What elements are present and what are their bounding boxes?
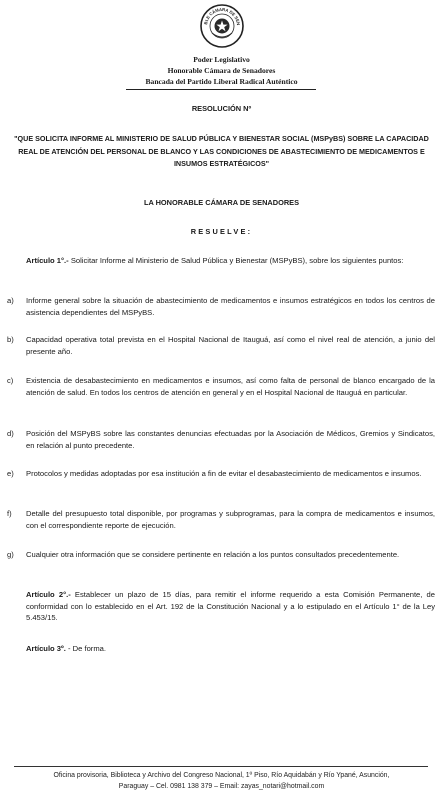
article-3-label: Artículo 3º. [26,644,66,653]
article-2-label: Artículo 2°.- [26,590,71,599]
item-text: Capacidad operativa total prevista en el Hospital Nacional de Itauguá, así como el nivel real de atención, a junio del presente año. [26,335,435,356]
item-letter: c) [7,376,14,385]
item-text: Detalle del presupuesto total disponible, por programas y subprogramas, para la compra de medicamentos e insumos, con el correspondiente reporte de ejecución. [26,509,435,530]
item-letter: e) [7,469,14,478]
item-text: Existencia de desabastecimiento en medicamentos e insumos, así como falta de personal de blanco encargado de la atención de salud. En todos los centros de atención en general y en el Hospital Nacional de Itauguá en particular. [26,376,435,397]
article-3 [26,643,435,655]
item-letter: a) [7,296,14,305]
article-1 [26,255,435,267]
footer [10,770,433,792]
item-letter: b) [7,335,14,344]
header-line-camara: Honorable Cámara de Senadores [167,66,276,75]
footer-rule [14,766,428,767]
chamber-heading: LA HONORABLE CÁMARA DE SENADORES [143,198,300,207]
item-text: Protocolos y medidas adoptadas por esa institución a fin de evitar el desabastecimiento de medicamentos e insumos. [26,469,422,478]
article-3-text: - De forma. [65,644,106,653]
resolution-title: RESOLUCIÓN Nº [191,104,252,113]
header-line-poder: Poder Legislativo [193,55,250,64]
header-rule [126,89,316,90]
footer-address: Oficina provisoria, Biblioteca y Archivo del Congreso Nacional, 1º Piso, Río Aquidabán y Río Ypané, Asunción, [53,772,390,779]
header-line-bancada: Bancada del Partido Liberal Radical Auténtico [145,77,298,86]
item-text: Posición del MSPyBS sobre las constantes denuncias efectuadas por la Asociación de Médicos, Gremios y Sindicatos, en relación al punto precedente. [26,429,435,450]
article-1-text: Solicitar Informe al Ministerio de Salud Pública y Bienestar (MSPyBS), sobre los siguientes puntos: [68,256,404,265]
resuelve-heading: RESUELVE: [190,227,253,236]
item-letter: f) [7,509,12,518]
article-2 [26,589,435,624]
item-text: Informe general sobre la situación de abastecimiento de medicamentos e insumos estratégicos en todos los centros de asistencia dependientes del MSPyBS. [26,296,435,317]
seal-text: BLE CÁMARA DE SEN [203,6,242,26]
item-text: Cualquier otra información que se considere pertinente en relación a los puntos consultados precedentemente. [26,550,400,559]
senate-seal-logo [199,3,245,49]
footer-contact: Paraguay – Cel. 0981 138 379 – Email: zayas_notari@hotmail.com [118,783,325,790]
item-letter: d) [7,429,14,438]
article-2-text: Establecer un plazo de 15 días, para remitir el informe requerido a esta Comisión Permanente, de conformidad con lo establecido en el Art. 192 de la Constitución Nacional y a lo estipulado en el Artículo 1° de la Ley 5.453/15. [26,590,435,623]
article-1-label: Artículo 1°.- [26,256,69,265]
resolution-subject: "QUE SOLICITA INFORME AL MINISTERIO DE SALUD PÚBLICA Y BIENESTAR SOCIAL (MSPyBS) SOBRE LA CAPACIDAD REAL DE ATENCIÓN DEL PERSONAL DE BLANCO Y LAS CONDICIONES DE ABASTECIMIENTO DE MEDICAMENTOS E INSUMOS ESTRATÉGICOS" [14,134,429,168]
item-letter: g) [7,550,14,559]
